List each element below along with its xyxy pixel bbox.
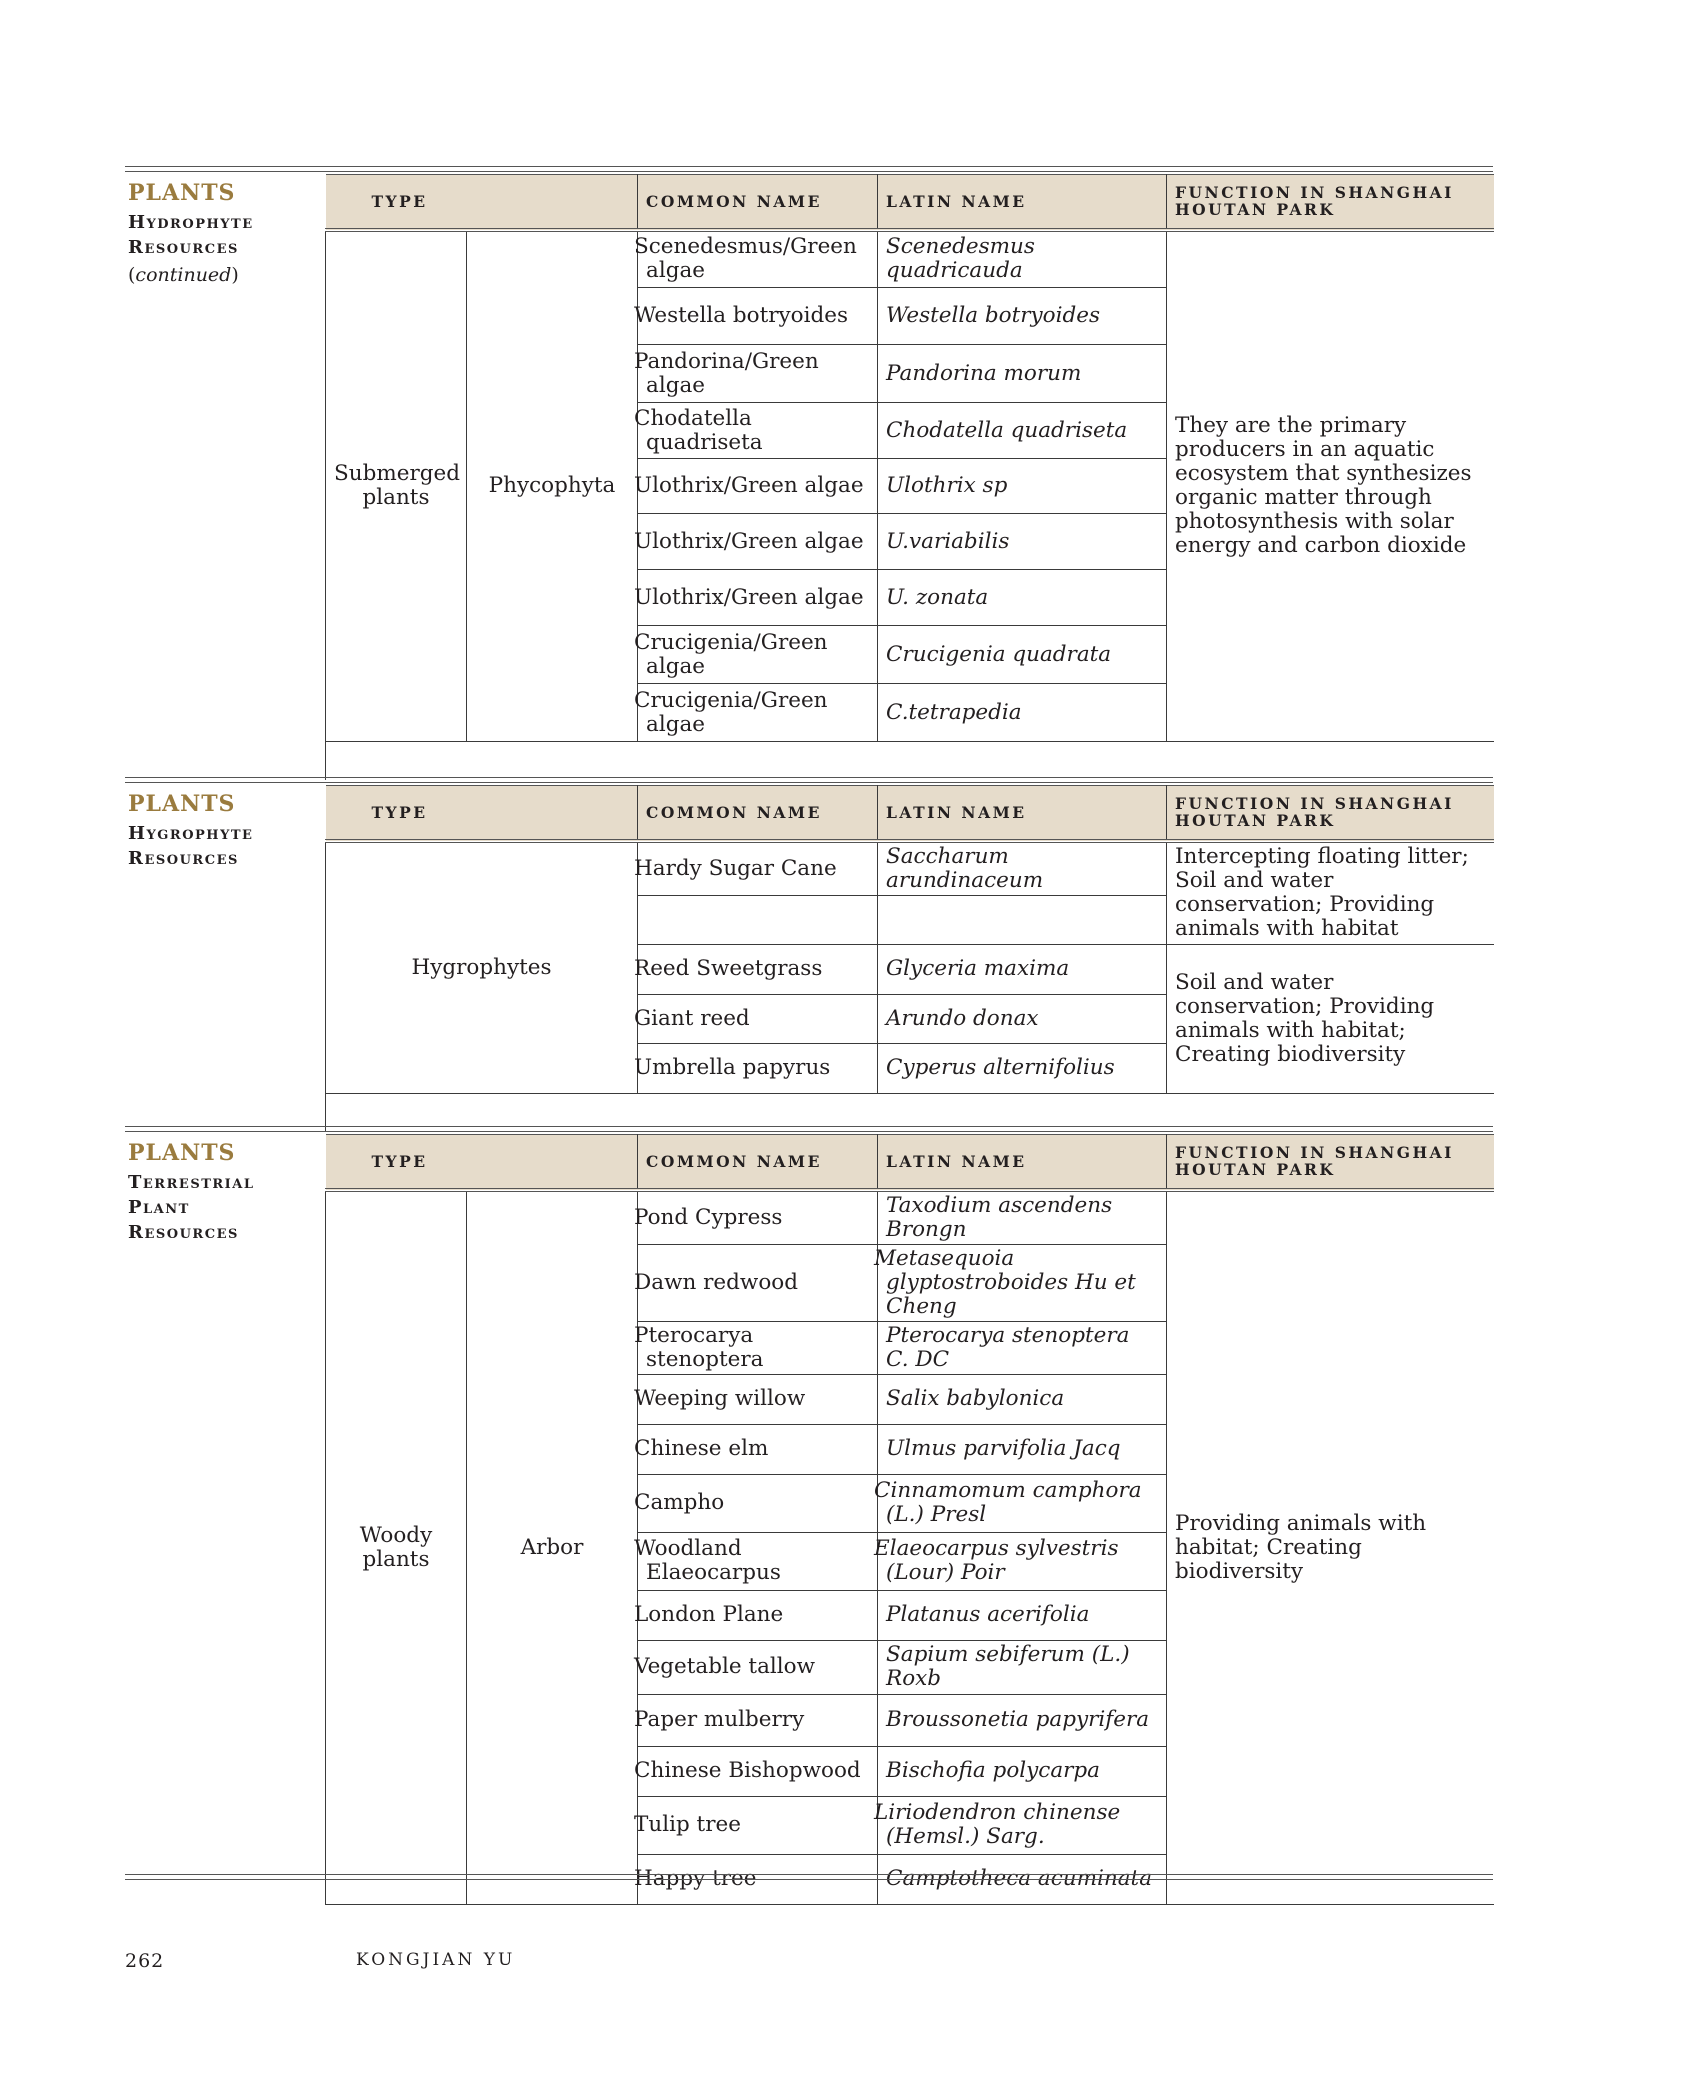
bottom-rule [125,1874,1493,1875]
latin-name-cell: Elaeocarpus sylvestris (Lour) Poir [878,1532,1167,1590]
terrestrial-table [325,1134,1494,1905]
header-function-line: HOUTAN PARK [1175,200,1336,220]
header-latin-name: LATIN NAME [878,175,1167,230]
function-cell: Providing animals with habitat; Creating biodiversity [1167,1190,1494,1905]
function-cell: Soil and water conservation; Providing animals with habitat; Creating biodiversity [1167,944,1494,1093]
latin-name-cell: Camptotheca acuminata [878,1854,1167,1904]
section-rule [125,171,1493,172]
spacer-row [326,742,1494,781]
function-cell: Intercepting floating litter; Soil and water conservation; Providing animals with habitat [1167,841,1494,945]
common-name-cell: Happy tree [638,1854,878,1904]
header-function [1167,786,1494,841]
common-name-cell: Dawn redwood [638,1244,878,1321]
common-name-cell: Pterocarya stenoptera [638,1321,878,1374]
subtitle-line: Hydrophyte [128,212,254,233]
common-name-cell: Vegetable tallow [638,1640,878,1694]
common-name-cell: Umbrella papyrus [638,1043,878,1093]
plants-heading: PLANTS [128,180,236,206]
header-function [1167,1135,1494,1190]
latin-name-cell: C.tetrapedia [878,684,1167,742]
table-row [326,1190,1494,1245]
latin-name-cell: Glyceria maxima [878,944,1167,994]
header-common-name: COMMON NAME [638,1135,878,1190]
latin-name-cell: Westella botryoides [878,288,1167,345]
latin-name-cell: Broussonetia papyrifera [878,1694,1167,1746]
section-label [128,791,318,871]
section-label [128,1140,318,1245]
latin-name-cell: Arundo donax [878,994,1167,1043]
subtype-cell: Arbor [467,1190,638,1905]
section-subtitle [128,821,318,871]
bottom-rule [125,1879,1493,1880]
latin-name-cell: Cinnamomum camphora (L.) Presl [878,1474,1167,1532]
header-type: TYPE [326,786,638,841]
common-name-cell: Scenedesmus/Green algae [638,230,878,288]
header-type: TYPE [326,175,638,230]
common-name-cell: Campho [638,1474,878,1532]
latin-name-cell: Liriodendron chinense (Hemsl.) Sarg. [878,1796,1167,1854]
continued-note: (continued) [128,264,239,286]
function-cell: They are the primary producers in an aquatic ecosystem that synthesizes organic matter through photosynthesis with solar energy and carbon dioxide [1167,230,1494,742]
table-row [326,230,1494,288]
common-name-cell [638,895,878,944]
latin-name-cell: Taxodium ascendens Brongn [878,1190,1167,1245]
header-function-line: HOUTAN PARK [1175,811,1336,831]
page-number: 262 [125,1950,165,1972]
header-row [326,1135,1494,1190]
latin-name-cell: Salix babylonica [878,1374,1167,1424]
common-name-cell: Hardy Sugar Cane [638,841,878,896]
latin-name-cell: U.variabilis [878,514,1167,570]
latin-name-cell: Scenedesmus quadricauda [878,230,1167,288]
header-type: TYPE [326,1135,638,1190]
type-cell: Woody plants [326,1190,467,1905]
section-subtitle [128,210,318,260]
common-name-cell: Paper mulberry [638,1694,878,1746]
section-rule [125,777,1493,778]
latin-name-cell: Pterocarya stenoptera C. DC [878,1321,1167,1374]
header-function-line: HOUTAN PARK [1175,1160,1336,1180]
plants-heading: PLANTS [128,791,236,817]
latin-name-cell: Pandorina morum [878,345,1167,403]
header-function-line: FUNCTION IN SHANGHAI [1175,794,1454,814]
header-function-line: FUNCTION IN SHANGHAI [1175,1143,1454,1163]
common-name-cell: Ulothrix/Green algae [638,570,878,626]
section-subtitle [128,1170,318,1245]
latin-name-cell: Ulothrix sp [878,459,1167,514]
latin-name-cell: Cyperus alternifolius [878,1043,1167,1093]
section-rule [125,1131,1493,1132]
type-cell: Hygrophytes [326,841,638,1094]
header-latin-name: LATIN NAME [878,1135,1167,1190]
common-name-cell: Crucigenia/Green algae [638,684,878,742]
plants-heading: PLANTS [128,1140,236,1166]
latin-name-cell: U. zonata [878,570,1167,626]
common-name-cell: Pandorina/Green algae [638,345,878,403]
latin-name-cell: Ulmus parvifolia Jacq [878,1424,1167,1474]
header-function-line: FUNCTION IN SHANGHAI [1175,183,1454,203]
latin-name-cell: Saccharum arundinaceum [878,841,1167,896]
header-row [326,175,1494,230]
subtype-cell: Phycophyta [467,230,638,742]
common-name-cell: Weeping willow [638,1374,878,1424]
type-cell: Submerged plants [326,230,467,742]
latin-name-cell: Platanus acerifolia [878,1590,1167,1640]
latin-name-cell [878,895,1167,944]
hygrophyte-table [325,785,1494,1132]
latin-name-cell: Metasequoia glyptostroboides Hu et Cheng [878,1244,1167,1321]
common-name-cell: Ulothrix/Green algae [638,514,878,570]
header-row [326,786,1494,841]
table-row [326,841,1494,896]
header-latin-name: LATIN NAME [878,786,1167,841]
latin-name-cell: Chodatella quadriseta [878,403,1167,459]
subtitle-line: Plant [128,1197,190,1218]
header-common-name: COMMON NAME [638,786,878,841]
section-rule [125,166,1493,167]
common-name-cell: Chodatella quadriseta [638,403,878,459]
hydrophyte-table [325,174,1494,780]
common-name-cell: London Plane [638,1590,878,1640]
spacer-cell [326,742,1494,781]
subtitle-line: Resources [128,1222,239,1243]
common-name-cell: Chinese Bishopwood [638,1746,878,1796]
latin-name-cell: Sapium sebiferum (L.) Roxb [878,1640,1167,1694]
common-name-cell: Westella botryoides [638,288,878,345]
section-label [128,180,318,286]
continued-text: continued [135,264,232,286]
subtitle-line: Terrestrial [128,1172,255,1193]
common-name-cell: Chinese elm [638,1424,878,1474]
latin-name-cell: Bischofia polycarpa [878,1746,1167,1796]
common-name-cell: Crucigenia/Green algae [638,626,878,684]
running-footer-author: KONGJIAN YU [356,1950,516,1970]
subtitle-line: Resources [128,237,239,258]
subtitle-line: Resources [128,848,239,869]
common-name-cell: Giant reed [638,994,878,1043]
header-common-name: COMMON NAME [638,175,878,230]
common-name-cell: Woodland Elaeocarpus [638,1532,878,1590]
common-name-cell: Pond Cypress [638,1190,878,1245]
section-rule [125,782,1493,783]
header-function [1167,175,1494,230]
section-rule [125,1126,1493,1127]
latin-name-cell: Crucigenia quadrata [878,626,1167,684]
common-name-cell: Tulip tree [638,1796,878,1854]
subtitle-line: Hygrophyte [128,823,254,844]
common-name-cell: Reed Sweetgrass [638,944,878,994]
common-name-cell: Ulothrix/Green algae [638,459,878,514]
